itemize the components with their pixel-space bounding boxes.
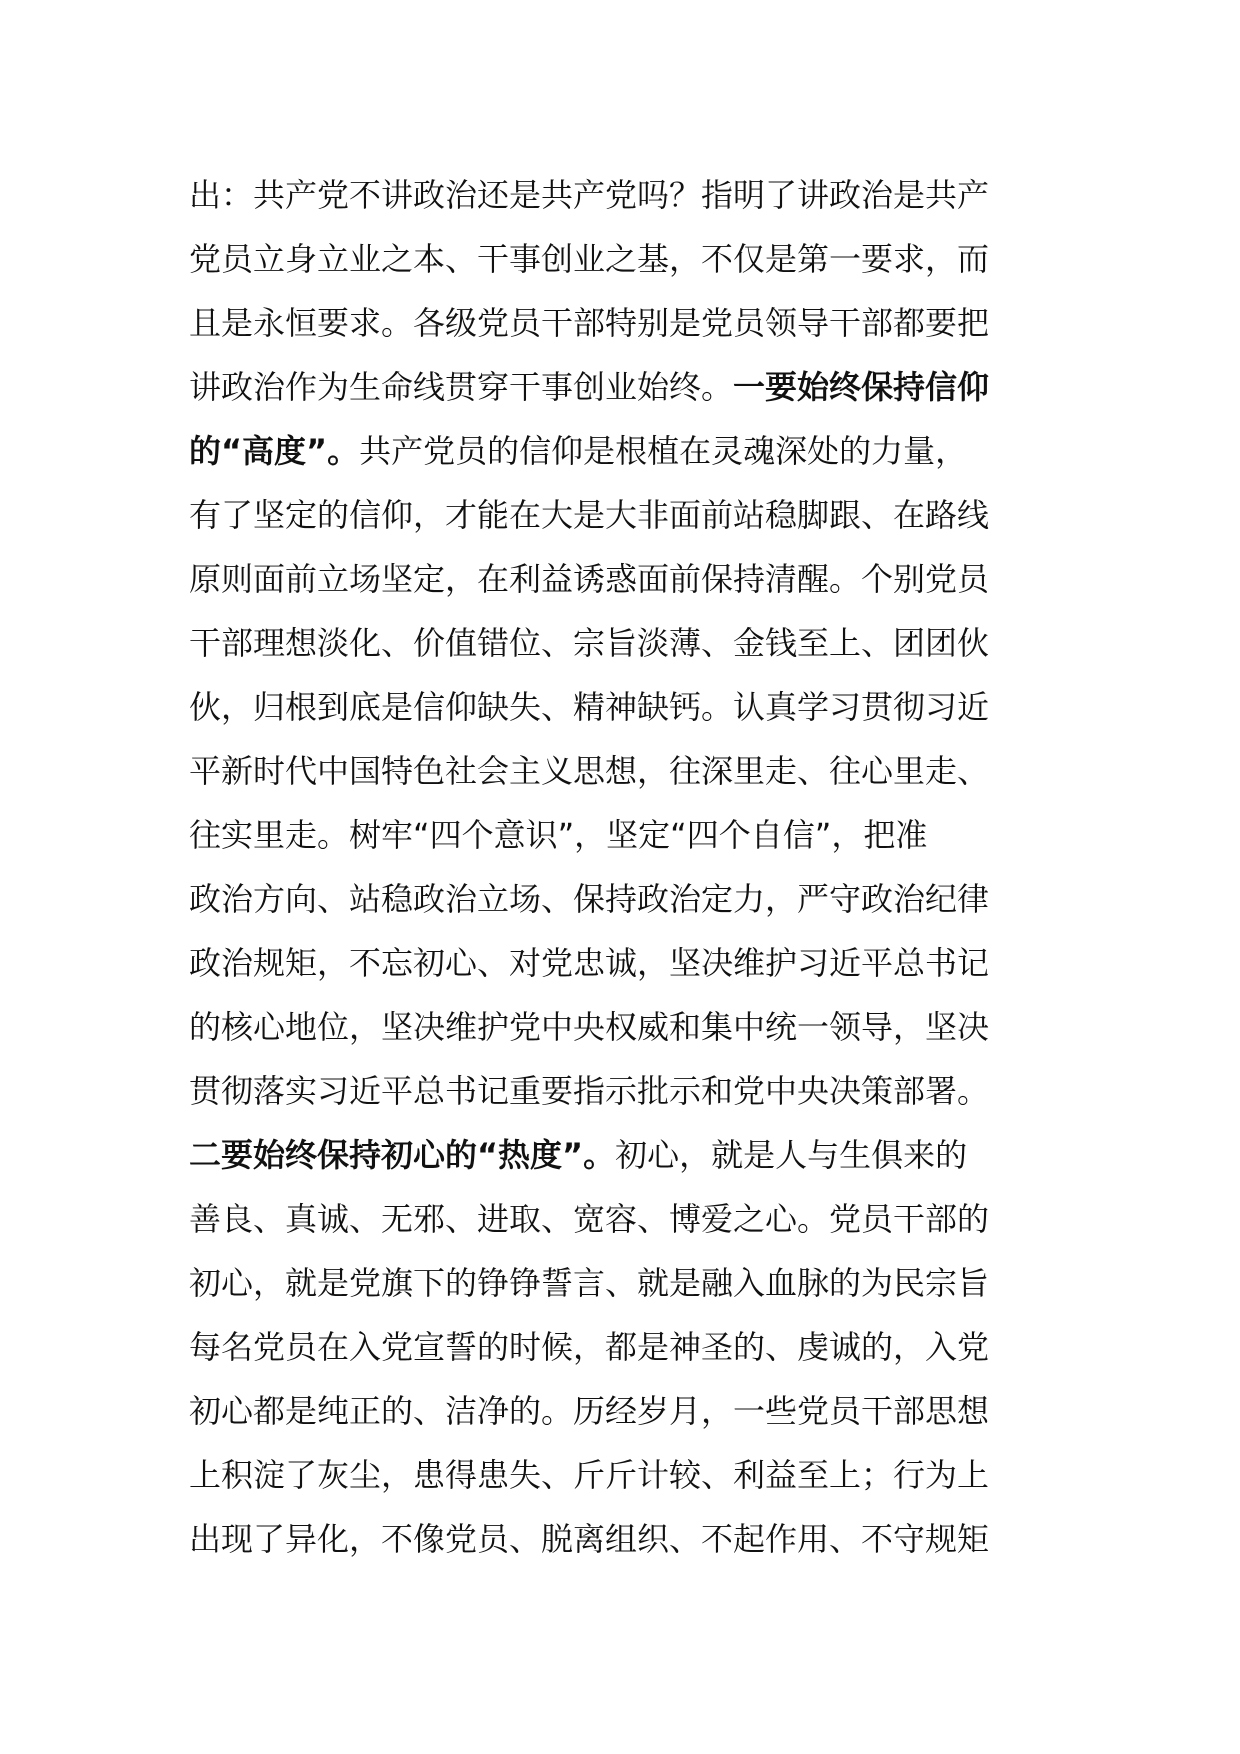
body-text xyxy=(189,163,1059,1571)
text-line xyxy=(189,1315,1059,1379)
body-text-run: 党员立身立业之本、干事创业之基，不仅是第一要求，而 xyxy=(189,240,990,278)
text-line xyxy=(189,547,1059,611)
bold-heading-text: 一要始终保持信仰 xyxy=(733,368,990,406)
text-line xyxy=(189,803,1059,867)
text-line xyxy=(189,1379,1059,1443)
text-line xyxy=(189,995,1059,1059)
text-line xyxy=(189,163,1059,227)
body-text-run: 政治方向、站稳政治立场、保持政治定力，严守政治纪律 xyxy=(189,880,990,918)
text-line xyxy=(189,1059,1059,1123)
body-text-run: 讲政治作为生命线贯穿干事创业始终。 xyxy=(189,368,734,406)
text-line xyxy=(189,1187,1059,1251)
body-text-run: 善良、真诚、无邪、进取、宽容、博爱之心。党员干部的 xyxy=(189,1200,990,1238)
text-line xyxy=(189,1443,1059,1507)
body-text-run: 每名党员在入党宣誓的时候，都是神圣的、虔诚的，入党 xyxy=(189,1328,990,1366)
text-line xyxy=(189,1123,1059,1187)
bold-heading-text: 的“高度”。 xyxy=(189,432,360,470)
text-line xyxy=(189,227,1059,291)
body-text-run: 出现了异化，不像党员、脱离组织、不起作用、不守规矩 xyxy=(189,1520,990,1558)
body-text-run: 初心，就是党旗下的铮铮誓言、就是融入血脉的为民宗旨 xyxy=(189,1264,990,1302)
text-line xyxy=(189,483,1059,547)
body-text-run: 上积淀了灰尘，患得患失、斤斤计较、利益至上；行为上 xyxy=(189,1456,990,1494)
text-line xyxy=(189,419,1059,483)
body-text-run: 共产党员的信仰是根植在灵魂深处的力量， xyxy=(359,432,968,470)
body-text-run: 贯彻落实习近平总书记重要指示批示和党中央决策部署。 xyxy=(189,1072,990,1110)
text-line xyxy=(189,1507,1059,1571)
text-line xyxy=(189,1251,1059,1315)
text-line xyxy=(189,931,1059,995)
text-line xyxy=(189,675,1059,739)
body-text-run: 政治规矩，不忘初心、对党忠诚，坚决维护习近平总书记 xyxy=(189,944,990,982)
body-text-run: 初心都是纯正的、洁净的。历经岁月，一些党员干部思想 xyxy=(189,1392,990,1430)
body-text-run: 出：共产党不讲政治还是共产党吗？指明了讲政治是共产 xyxy=(189,176,990,214)
text-line xyxy=(189,867,1059,931)
body-text-run: 初心，就是人与生俱来的 xyxy=(615,1136,968,1174)
body-text-run: 有了坚定的信仰，才能在大是大非面前站稳脚跟、在路线 xyxy=(189,496,990,534)
body-text-run: 平新时代中国特色社会主义思想，往深里走、往心里走、 xyxy=(189,752,990,790)
text-line xyxy=(189,611,1059,675)
text-line xyxy=(189,739,1059,803)
body-text-run: 原则面前立场坚定，在利益诱惑面前保持清醒。个别党员 xyxy=(189,560,990,598)
bold-heading-text: 二要始终保持初心的“热度”。 xyxy=(189,1136,616,1174)
body-text-run: 伙，归根到底是信仰缺失、精神缺钙。认真学习贯彻习近 xyxy=(189,688,990,726)
text-line xyxy=(189,291,1059,355)
body-text-run: 往实里走。树牢“四个意识”，坚定“四个自信”，把准 xyxy=(189,816,928,854)
body-text-run: 干部理想淡化、价值错位、宗旨淡薄、金钱至上、团团伙 xyxy=(189,624,990,662)
text-line xyxy=(189,355,1059,419)
body-text-run: 的核心地位，坚决维护党中央权威和集中统一领导，坚决 xyxy=(189,1008,990,1046)
body-text-run: 且是永恒要求。各级党员干部特别是党员领导干部都要把 xyxy=(189,304,990,342)
